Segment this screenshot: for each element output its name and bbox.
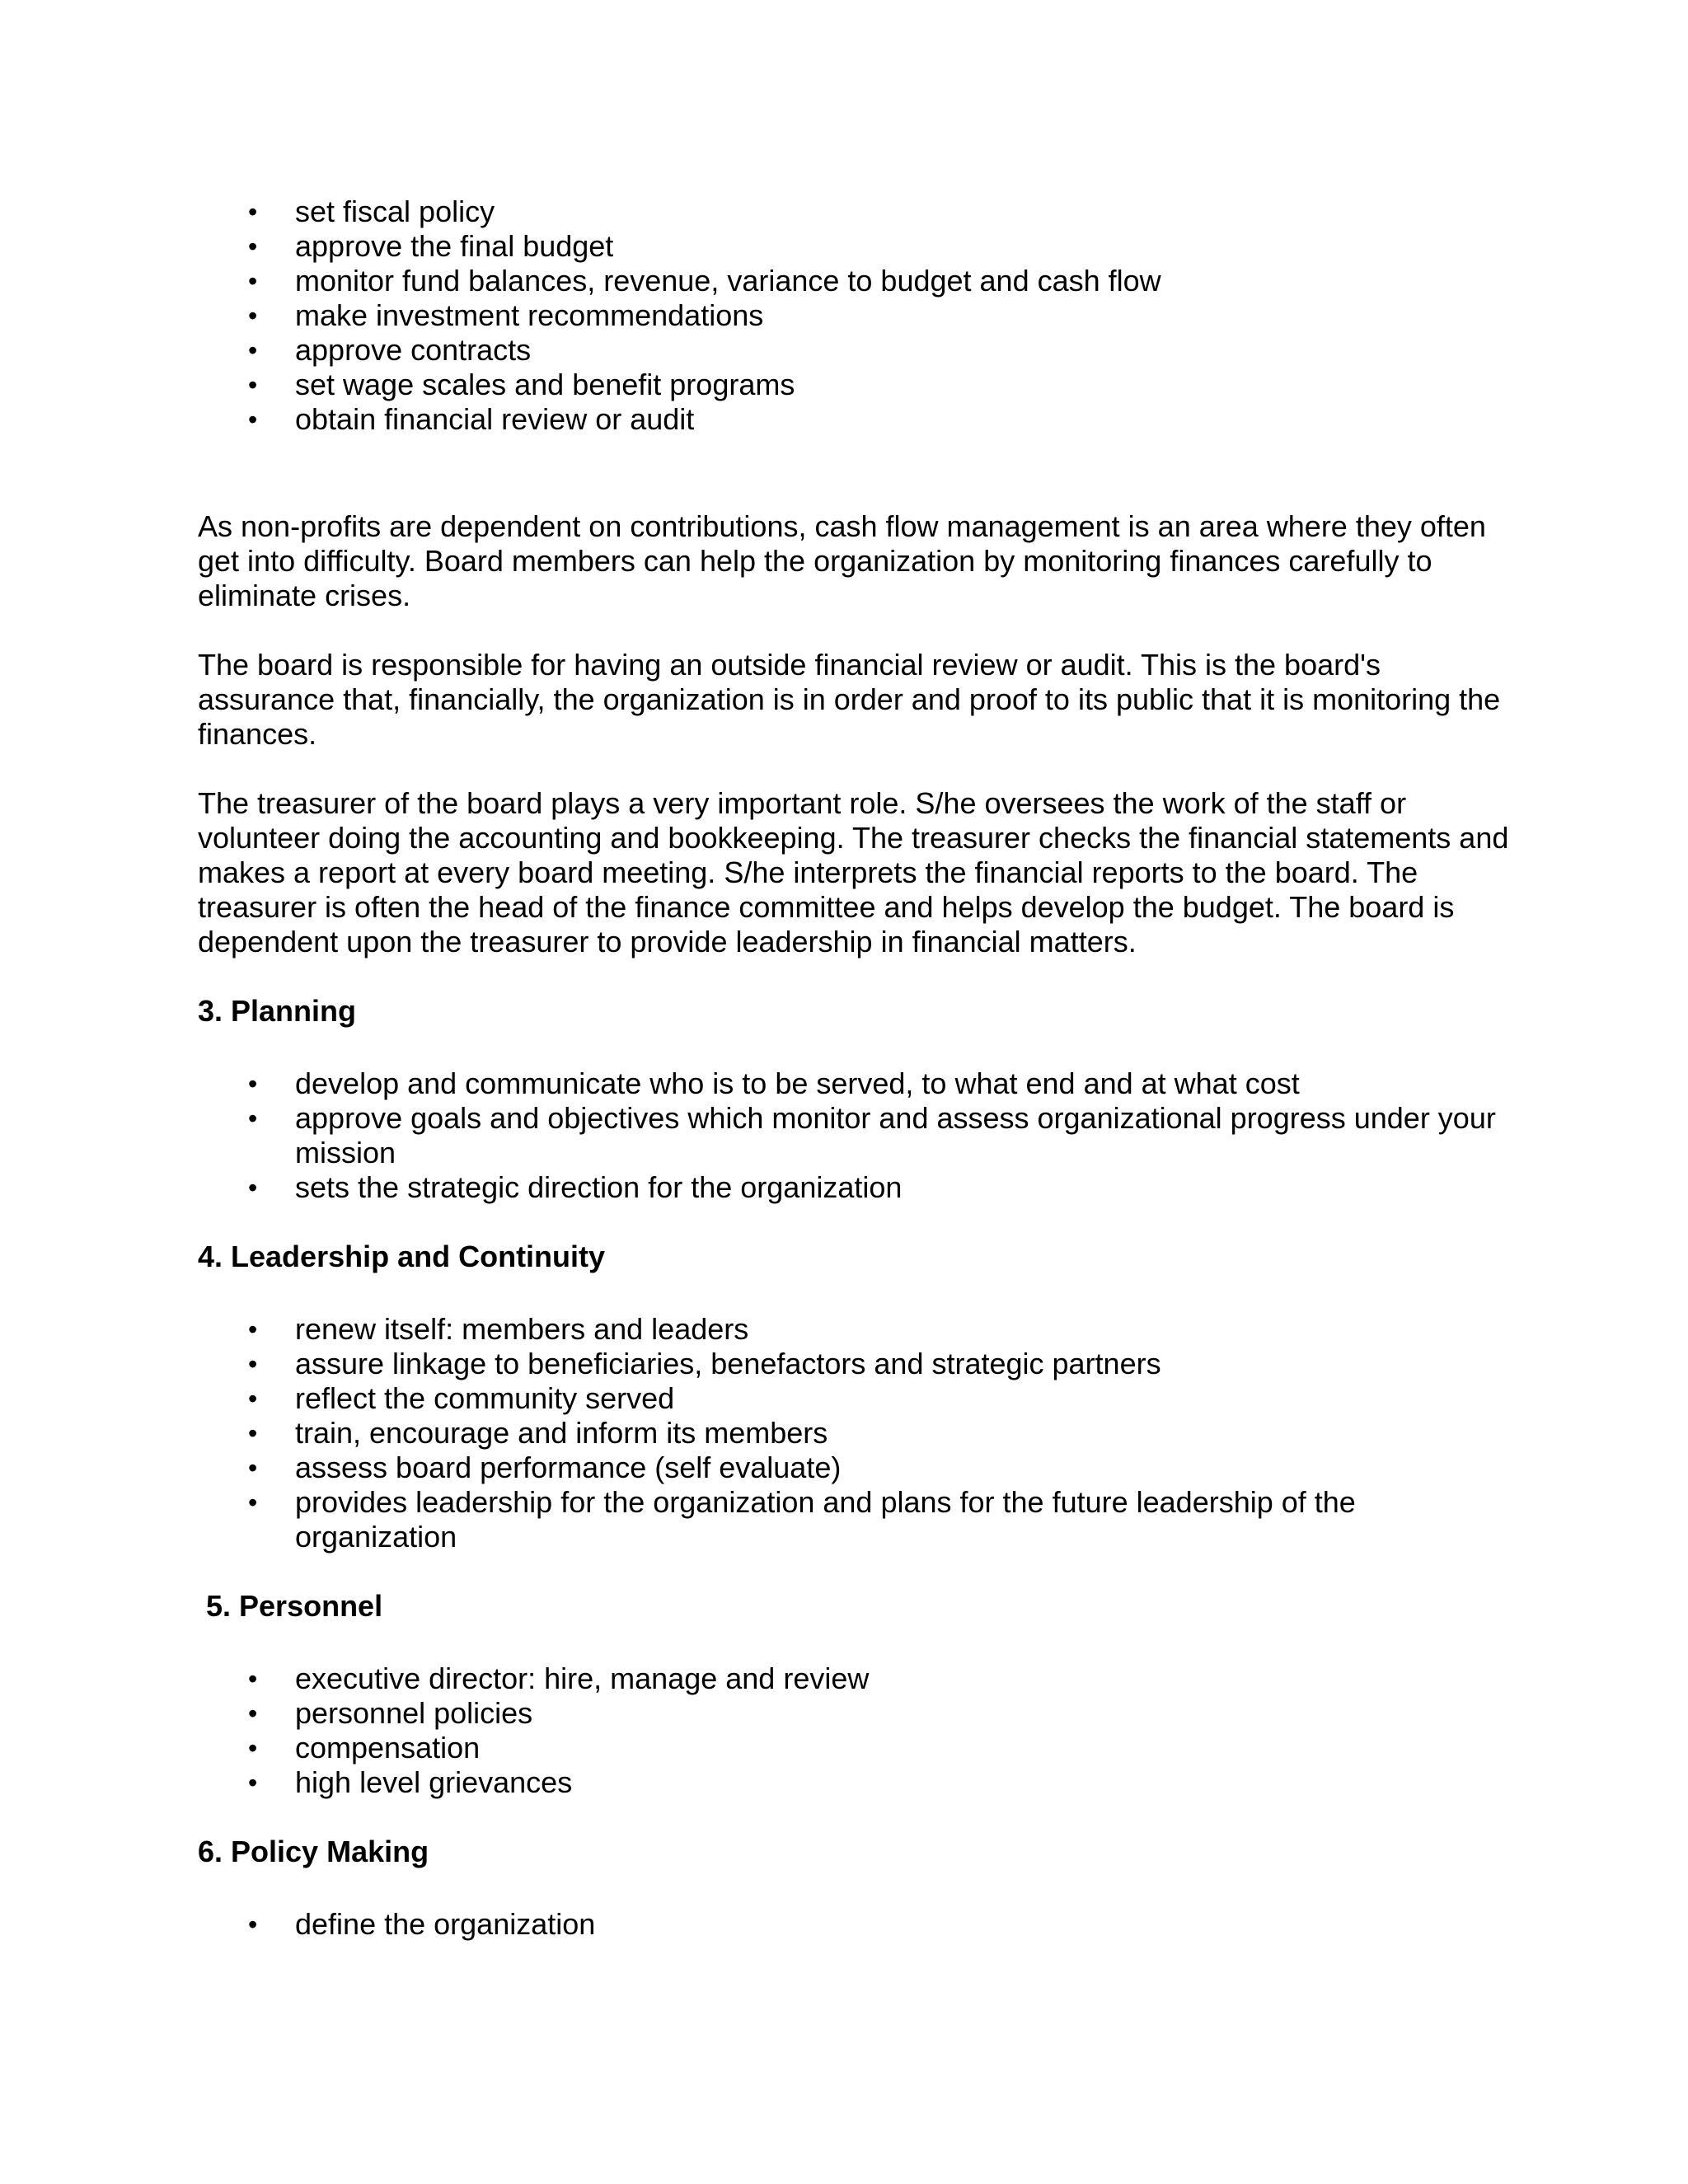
list-item (198, 1485, 1517, 1554)
bullet-icon: • (248, 1453, 258, 1483)
list-item-text: set fiscal policy (295, 194, 495, 228)
bullet-icon: • (248, 1349, 258, 1379)
bullet-icon: • (248, 1418, 258, 1448)
bullet-icon: • (248, 1173, 258, 1202)
cash-flow-paragraph: As non-profits are dependent on contributions, cash flow management is an area where they often get into difficulty. Board members can help the organization by monitoring finances carefully to eliminate crises. (198, 509, 1486, 612)
list-item (198, 1170, 1517, 1205)
list-item-text: approve goals and objectives which monitor and assess organizational progress under your mission (295, 1101, 1496, 1169)
audit-paragraph: The board is responsible for having an outside financial review or audit. This is the board's assurance that, financially, the organization is in order and proof to its public that it is monitoring the finances. (198, 648, 1501, 751)
list-item-text: develop and communicate who is to be served, to what end and at what cost (295, 1066, 1300, 1100)
list-item-text: obtain financial review or audit (295, 402, 695, 436)
treasurer-paragraph: The treasurer of the board plays a very important role. S/he oversees the work of the staff or volunteer doing the accounting and bookkeeping. The treasurer checks the financial statements and makes a report at every board meeting. S/he interprets the financial reports to the board. The treasurer is often the head of the finance committee and helps develop the budget. The board is dependent upon the treasurer to provide leadership in financial matters. (198, 786, 1509, 958)
list-item (198, 402, 1517, 437)
bullet-icon: • (248, 1315, 258, 1344)
list-item (198, 1907, 1517, 1942)
list-item-text: train, encourage and inform its members (295, 1416, 828, 1450)
list-item-text: personnel policies (295, 1696, 533, 1730)
bullet-icon: • (248, 1384, 258, 1413)
policy-making-list (198, 1907, 1517, 1942)
bullet-icon: • (248, 1768, 258, 1797)
list-item-text: renew itself: members and leaders (295, 1312, 749, 1346)
list-item (198, 264, 1517, 298)
bullet-icon: • (248, 301, 258, 330)
list-item (198, 1381, 1517, 1416)
list-item-text: reflect the community served (295, 1381, 675, 1415)
bullet-icon: • (248, 1488, 258, 1517)
list-item (198, 1731, 1517, 1765)
planning-heading: 3. Planning (198, 994, 357, 1028)
personnel-heading: 5. Personnel (206, 1589, 383, 1623)
bullet-icon: • (248, 197, 258, 227)
bullet-icon: • (248, 1699, 258, 1728)
list-item-text: assure linkage to beneficiaries, benefactors and strategic partners (295, 1347, 1161, 1380)
list-item-text: approve contracts (295, 333, 532, 367)
list-item (198, 194, 1517, 229)
bullet-icon: • (248, 1910, 258, 1939)
bullet-icon: • (248, 405, 258, 434)
list-item-text: compensation (295, 1731, 481, 1765)
list-item-text: executive director: hire, manage and review (295, 1661, 870, 1695)
list-item-text: assess board performance (self evaluate) (295, 1451, 842, 1484)
list-item (198, 1696, 1517, 1731)
policy-making-heading: 6. Policy Making (198, 1835, 429, 1868)
bullet-icon: • (248, 1069, 258, 1099)
list-item-text: high level grievances (295, 1765, 573, 1799)
list-item-text: provides leadership for the organization and plans for the future leadership of the organization (295, 1485, 1356, 1554)
bullet-icon: • (248, 1664, 258, 1694)
planning-list (198, 1066, 1517, 1205)
list-item (198, 1765, 1517, 1800)
list-item (198, 333, 1517, 368)
bullet-icon: • (248, 232, 258, 261)
list-item (198, 229, 1517, 264)
bullet-icon: • (248, 1733, 258, 1763)
list-item-text: sets the strategic direction for the organization (295, 1170, 903, 1204)
bullet-icon: • (248, 335, 258, 365)
list-item (198, 1451, 1517, 1485)
list-item (198, 1416, 1517, 1451)
list-item-text: define the organization (295, 1907, 596, 1941)
leadership-list (198, 1312, 1517, 1554)
leadership-heading: 4. Leadership and Continuity (198, 1240, 606, 1273)
list-item (198, 1066, 1517, 1101)
fiscal-responsibilities-list (198, 194, 1517, 437)
list-item (198, 1312, 1517, 1347)
list-item-text: make investment recommendations (295, 298, 764, 332)
list-item (198, 1661, 1517, 1696)
list-item-text: monitor fund balances, revenue, variance to budget and cash flow (295, 264, 1161, 298)
list-item (198, 298, 1517, 333)
list-item (198, 368, 1517, 402)
list-item-text: approve the final budget (295, 229, 614, 263)
bullet-icon: • (248, 1104, 258, 1133)
list-item (198, 1347, 1517, 1381)
personnel-list (198, 1661, 1517, 1800)
list-item (198, 1101, 1517, 1170)
bullet-icon: • (248, 370, 258, 400)
list-item-text: set wage scales and benefit programs (295, 368, 795, 401)
bullet-icon: • (248, 266, 258, 296)
document-page (198, 194, 1517, 1942)
